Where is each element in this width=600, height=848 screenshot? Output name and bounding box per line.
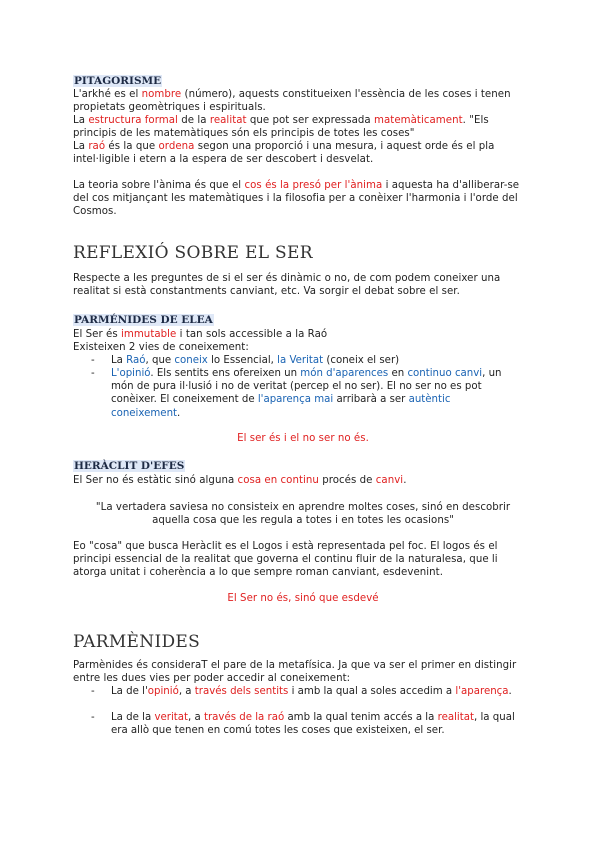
- list-item-text: La Raó, que coneix lo Essencial, la Veritat (coneix el ser): [111, 355, 400, 366]
- reflexio-paragraph: Respecte a les preguntes de si el ser és dinàmic o no, de com podem coneixer una realitat si està constantments canviant, etc. Va sorgir el debat sobre el ser.: [73, 273, 501, 298]
- parmenides-elea-paragraph-1: El Ser és immutable i tan sols accessible a la Raó: [73, 329, 328, 340]
- list-bullet: -: [91, 368, 95, 379]
- list-bullet: -: [91, 712, 95, 723]
- pitagorisme-paragraph-3: La raó és la que ordena segon una proporció i una mesura, i aquest orde és el pla intel·ligible i etern a la espera de ser descobert i desvelat.: [73, 141, 495, 166]
- parmenides-elea-conclusion: El ser és i el no ser no és.: [237, 433, 369, 444]
- parmenides-elea-paragraph-2: Existeixen 2 vies de coneixement:: [73, 342, 249, 353]
- parmenides-paragraph: Parmènides és consideraT el pare de la metafísica. Ja que va ser el primer en distingir entre les dues vies per poder accedir al coneixement:: [73, 660, 517, 685]
- section-heading-pitagorisme: PITAGORISME: [74, 75, 162, 87]
- pitagorisme-paragraph-4: La teoria sobre l'ànima és que el cos és la presó per l'ànima i aquesta ha d'alliberar-se del cos mitjançant les matemàtiques i la filosofia per a conèixer l'harmonia i l'orde del Cosmos.: [73, 180, 520, 218]
- section-heading-parmenides-elea: PARMÉNIDES DE ELEA: [74, 314, 213, 326]
- list-item-text: La de la veritat, a través de la raó amb la qual tenim accés a la realitat, la qual era allò que tenen en comú totes les coses que existeixen, el ser.: [111, 712, 515, 737]
- heraclit-conclusion: El Ser no és, sinó que esdevé: [227, 593, 379, 604]
- pitagorisme-paragraph-1: L'arkhé es el nombre (número), aquests constitueixen l'essència de les coses i tenen propietats geomètriques i espirituals.: [73, 89, 511, 114]
- pitagorisme-paragraph-2: La estructura formal de la realitat que pot ser expressada matemàticament. "Els principis de les matemàtiques són els principis de totes les coses": [73, 115, 489, 140]
- section-heading-heraclit: HERÀCLIT D'EFES: [74, 460, 185, 472]
- heraclit-paragraph-1: El Ser no és estàtic sinó alguna cosa en continu procés de canvi.: [73, 475, 407, 486]
- list-item-text: L'opinió. Els sentits ens ofereixen un món d'aparences en continuo canvi, un món de pura il·lusió i no de veritat (percep el no ser). El no ser no es pot conèixer. El coneixement de l'aparença mai arribarà a ser autèntic coneixement.: [111, 368, 502, 419]
- list-item-text: La de l'opinió, a través dels sentits i amb la qual a soles accedim a l'aparença.: [111, 686, 512, 697]
- heraclit-quote: "La vertadera saviesa no consisteix en aprendre moltes coses, sinó en descobrir aquella cosa que les regula a totes i en totes les ocasions": [95, 502, 511, 527]
- list-bullet: -: [91, 355, 95, 366]
- section-heading-parmenides: PARMÈNIDES: [73, 632, 201, 652]
- list-bullet: -: [91, 686, 95, 697]
- section-heading-reflexio: REFLEXIÓ SOBRE EL SER: [73, 243, 313, 263]
- heraclit-paragraph-2: Eo "cosa" que busca Heràclit es el Logos i està representada pel foc. El logos és el principi essencial de la realitat que governa el continu fluir de la naturalesa, que li atorga unitat i coherència a lo que sempre roman canviant, esdevenint.: [73, 541, 498, 579]
